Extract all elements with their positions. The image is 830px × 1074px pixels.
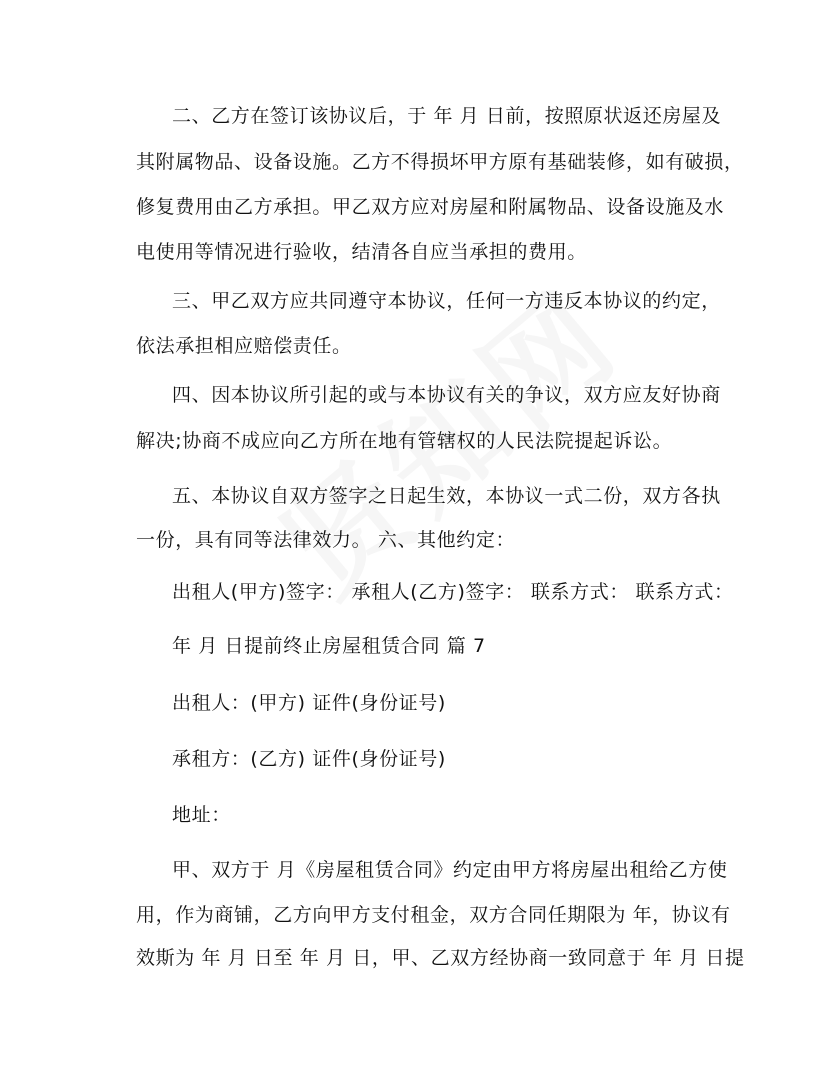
section-heading: 年 月 日提前终止房屋租赁合同 篇 7 xyxy=(172,635,486,657)
lessor-line: 出租人：(甲方) 证件(身份证号) xyxy=(172,692,446,714)
clause-3-line-1: 三、甲乙双方应共同遵守本协议，任何一方违反本协议的约定， xyxy=(172,290,721,312)
signature-line: 出租人(甲方)签字： 承租人(乙方)签字： 联系方式： 联系方式： xyxy=(172,581,734,603)
body-line-2: 用，作为商铺，乙方向甲方支付租金，双方合同任期限为 年，协议有 xyxy=(136,904,731,926)
clause-4-line-1: 四、因本协议所引起的或与本协议有关的争议，双方应友好协商 xyxy=(172,384,721,406)
clause-5-line-2: 一份，具有同等法律效力。 六、其他约定： xyxy=(136,529,516,551)
clause-4-line-2: 解决;协商不成应向乙方所在地有管辖权的人民法院提起诉讼。 xyxy=(136,430,673,452)
clause-2-line-4: 电使用等情况进行验收，结清各自应当承担的费用。 xyxy=(136,241,587,263)
clause-2-line-3: 修复费用由乙方承担。甲乙双方应对房屋和附属物品、设备设施及水 xyxy=(136,196,725,218)
clause-2-line-2: 其附属物品、设备设施。乙方不得损坏甲方原有基础装修，如有破损， xyxy=(136,151,744,173)
clause-2-line-1: 二、乙方在签订该协议后，于 年 月 日前，按照原状返还房屋及 xyxy=(172,105,722,127)
clause-3-line-2: 依法承担相应赔偿责任。 xyxy=(136,335,352,357)
clause-5-line-1: 五、本协议自双方签字之日起生效，本协议一式二份，双方各执 xyxy=(172,485,721,507)
address-line: 地址： xyxy=(172,804,231,826)
body-line-1: 甲、双方于 月《房屋租赁合同》约定由甲方将房屋出租给乙方使 xyxy=(172,859,728,881)
lessee-line: 承租方：(乙方) 证件(身份证号) xyxy=(172,748,446,770)
body-line-3: 效斯为 年 月 日至 年 月 日，甲、乙双方经协商一致同意于 年 月 日提 xyxy=(136,947,745,969)
